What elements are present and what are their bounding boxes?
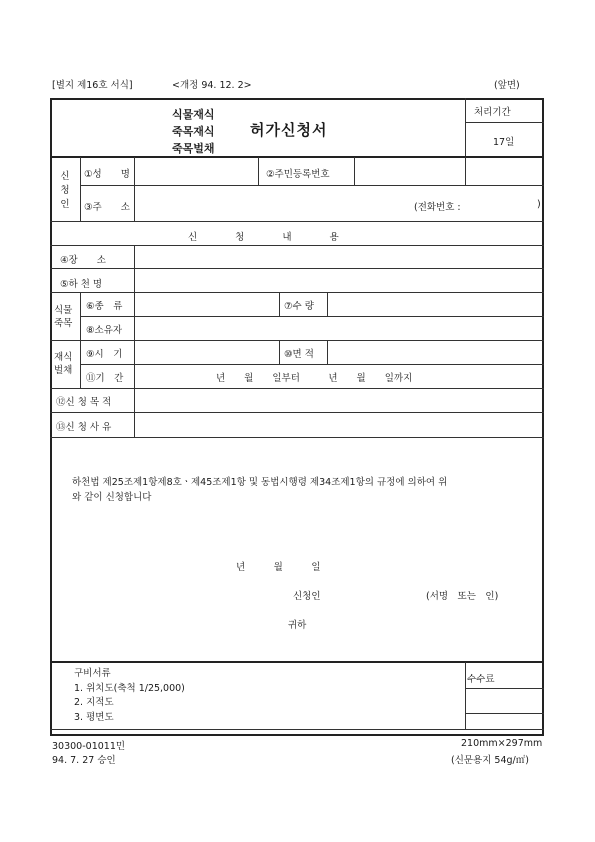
- area-field[interactable]: [328, 341, 543, 363]
- phone-label: (전화번호 :: [414, 202, 461, 213]
- river-name-label: ⑤하 천 명: [60, 279, 103, 290]
- application-date[interactable]: 년 월 일: [236, 562, 321, 573]
- recipient-label: 귀하: [288, 620, 307, 631]
- kind-field[interactable]: [135, 293, 278, 315]
- period-label: ⑪기 간: [86, 373, 124, 384]
- address-label: ③주 소: [84, 202, 130, 213]
- applicant-sign-label: 신청인: [293, 591, 321, 602]
- reason-label: ⑬신 청 사 유: [56, 422, 112, 433]
- time-field[interactable]: [135, 341, 278, 363]
- title-kind-bamboo-cutting: 죽목벌채: [172, 142, 215, 155]
- signature-field[interactable]: (서명 또는 인): [426, 591, 499, 602]
- place-label: ④장 소: [60, 255, 106, 266]
- river-name-field[interactable]: [135, 269, 543, 291]
- area-label: ⑩면 적: [284, 349, 314, 360]
- period-field[interactable]: 년 월 일부터 년 월 일까지: [216, 373, 413, 384]
- quantity-label: ⑦수 량: [284, 301, 314, 312]
- reason-field[interactable]: [135, 413, 543, 436]
- name-label: ①성 명: [84, 169, 130, 180]
- purpose-field[interactable]: [135, 389, 543, 411]
- processing-period-label: 처리기간: [474, 107, 511, 118]
- title-kind-planting: 식물재식: [172, 108, 215, 121]
- form-title: 허가신청서: [250, 121, 328, 139]
- address-field[interactable]: [135, 186, 405, 220]
- statement-line-2: 와 같이 신청합니다: [72, 492, 152, 503]
- kind-label: ⑥종 류: [86, 301, 123, 312]
- attachment-item: 1. 위치도(축척 1/25,000): [74, 683, 185, 694]
- attachment-item: 2. 지적도: [74, 697, 114, 708]
- content-header: 신 청 내 용: [188, 232, 339, 243]
- processing-period-value: 17일: [493, 137, 515, 148]
- approval-date: 94. 7. 27 승인: [52, 755, 116, 766]
- title-kind-bamboo-planting: 죽목재식: [172, 125, 215, 138]
- time-label: ⑨시 기: [86, 349, 123, 360]
- attachment-item: 3. 평면도: [74, 712, 114, 723]
- attachments-title: 구비서류: [74, 668, 111, 679]
- phone-close-paren: ): [537, 199, 541, 210]
- cutting-group-label: 재식 벌채: [54, 352, 73, 376]
- applicant-group-label: 신청인: [60, 171, 70, 210]
- form-number: [별지 제16호 서식]: [52, 80, 133, 91]
- paper-size: 210mm×297mm: [461, 738, 543, 749]
- resident-id-field[interactable]: [355, 158, 464, 184]
- owner-field[interactable]: [135, 317, 543, 339]
- place-field[interactable]: [135, 246, 543, 267]
- resident-id-label: ②주민등록번호: [266, 169, 330, 180]
- owner-label: ⑧소유자: [86, 325, 123, 336]
- revision-date: <개정 94. 12. 2>: [172, 80, 252, 91]
- plant-group-label: 식물 죽목: [54, 305, 73, 329]
- form-code: 30300-01011민: [52, 741, 126, 752]
- paper-type: (신문용지 54g/㎡): [451, 755, 529, 766]
- name-field[interactable]: [135, 158, 257, 184]
- fee-field[interactable]: [466, 689, 543, 712]
- page-side: (앞면): [494, 80, 520, 91]
- quantity-field[interactable]: [328, 293, 543, 315]
- purpose-label: ⑫신 청 목 적: [56, 397, 112, 408]
- statement-line-1: 하천법 제25조제1항제8호ㆍ제45조제1항 및 동법시행령 제34조제1항의 규정에 의하여 위: [72, 477, 448, 488]
- fee-label: 수수료: [467, 674, 495, 685]
